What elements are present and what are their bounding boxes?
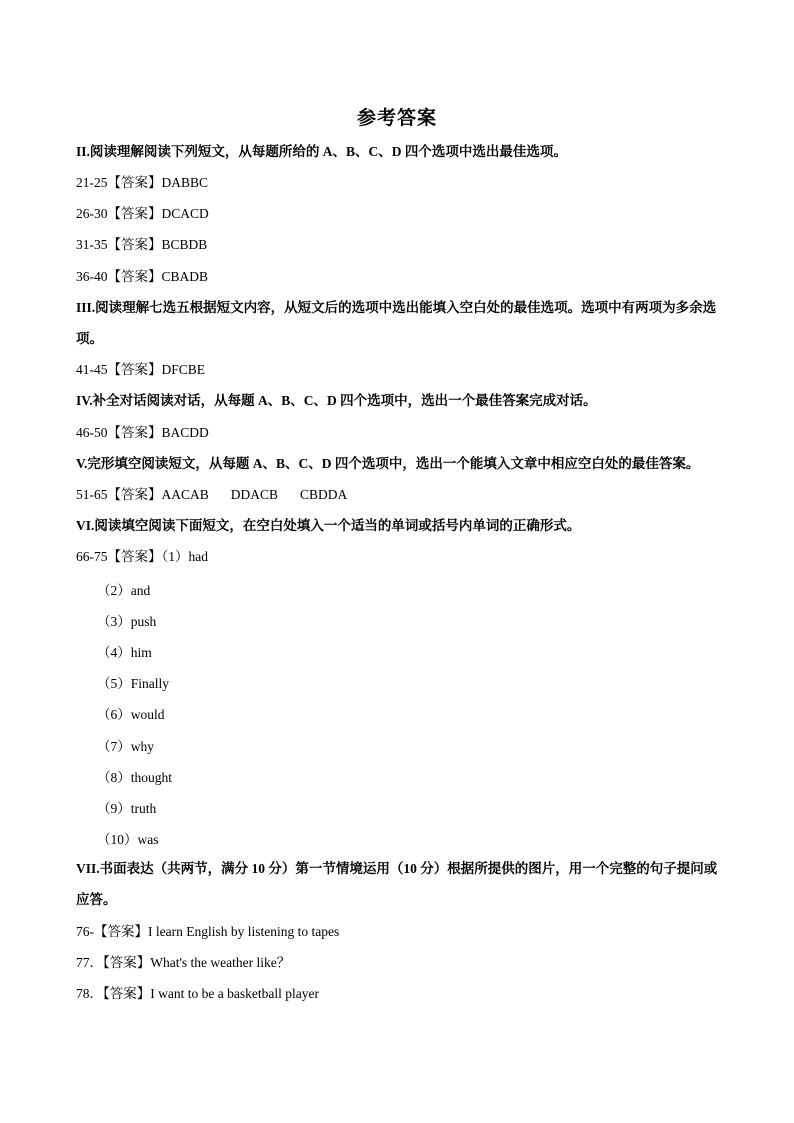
- answer-range: 76-: [76, 924, 94, 939]
- fill-answer-2: （2）and: [97, 583, 151, 598]
- answer-tag: 【答案】: [107, 269, 162, 284]
- section-3-heading: III.阅读理解七选五根据短文内容，从短文后的选项中选出能填入空白处的最佳选项。选项中有两项为多余选项。: [76, 300, 717, 346]
- answer-value: DABBC: [161, 175, 209, 190]
- answer-tag: 【答案】: [107, 549, 162, 564]
- answer-value: BCBDB: [161, 237, 208, 252]
- answer-value-group-2: DDACB: [230, 487, 279, 502]
- answer-value: CBADB: [161, 269, 209, 284]
- fill-answer-7: （7）why: [97, 739, 154, 754]
- answer-value: I want to be a basketball player: [150, 986, 319, 1001]
- answer-range: 46-50: [76, 425, 108, 440]
- fill-answer-8: （8）thought: [97, 770, 173, 785]
- answer-51-65: [76, 485, 347, 505]
- answer-range: 21-25: [76, 175, 108, 190]
- answer-31-35: [76, 235, 207, 255]
- section-4-heading: IV.补全对话阅读对话，从每题 A、B、C、D 四个选项中，选出一个最佳答案完成对话。: [76, 393, 597, 408]
- answer-range: 51-65: [76, 487, 108, 502]
- answer-range: 41-45: [76, 362, 108, 377]
- answer-range: 31-35: [76, 237, 108, 252]
- answer-21-25: [76, 173, 208, 193]
- section-7-heading: VII.书面表达（共两节，满分 10 分）第一节情境运用（10 分）根据所提供的图片，用一个完整的句子提问或应答。: [76, 861, 718, 907]
- answer-value: DCACD: [161, 206, 209, 221]
- answer-46-50: [76, 423, 209, 443]
- fill-answer-9: （9）truth: [97, 801, 157, 816]
- fill-answer-10: （10）was: [97, 832, 159, 847]
- answer-value: DFCBE: [161, 362, 206, 377]
- answer-value: BACDD: [161, 425, 209, 440]
- answer-range: 66-75: [76, 549, 108, 564]
- answer-value-group-1: AACAB: [161, 487, 209, 502]
- section-5-heading: V.完形填空阅读短文，从每题 A、B、C、D 四个选项中，选出一个能填入文章中相应空白处的最佳答案。: [76, 456, 700, 471]
- fill-answer-5: （5）Finally: [97, 676, 170, 691]
- answer-36-40: [76, 267, 208, 287]
- fill-answer-3: （3）push: [97, 614, 157, 629]
- answer-tag: 【答案】: [94, 924, 148, 939]
- answer-value-group-3: CBDDA: [300, 487, 348, 502]
- answer-tag: 【答案】: [107, 175, 162, 190]
- answer-tag: 【答案】: [107, 425, 162, 440]
- answer-value: What's the weather like？: [150, 955, 291, 970]
- fill-answer-4: （4）him: [97, 645, 152, 660]
- answer-78: [76, 984, 319, 1004]
- answer-26-30: [76, 204, 209, 224]
- answer-66-75: [76, 547, 208, 567]
- answer-tag: 【答案】: [107, 206, 162, 221]
- answer-tag: 【答案】: [103, 955, 151, 970]
- answer-tag: 【答案】: [107, 487, 162, 502]
- answer-range: 36-40: [76, 269, 108, 284]
- answer-tag: 【答案】: [107, 362, 162, 377]
- fill-answer-6: （6）would: [97, 707, 165, 722]
- answer-76: [76, 922, 339, 942]
- answer-77: [76, 953, 290, 973]
- answer-value: I learn English by listening to tapes: [148, 924, 340, 939]
- section-6-heading: VI.阅读填空阅读下面短文，在空白处填入一个适当的单词或括号内单词的正确形式。: [76, 518, 581, 533]
- answer-range: 78．: [76, 986, 103, 1001]
- page-title: 参考答案: [356, 108, 437, 129]
- answer-tag: 【答案】: [103, 986, 151, 1001]
- answer-range: 26-30: [76, 206, 108, 221]
- answer-value: （1）had: [161, 549, 208, 564]
- answer-41-45: [76, 360, 205, 380]
- answer-tag: 【答案】: [107, 237, 162, 252]
- section-2-heading: II.阅读理解阅读下列短文，从每题所给的 A、B、C、D 四个选项中选出最佳选项。: [76, 144, 567, 159]
- answer-range: 77．: [76, 955, 103, 970]
